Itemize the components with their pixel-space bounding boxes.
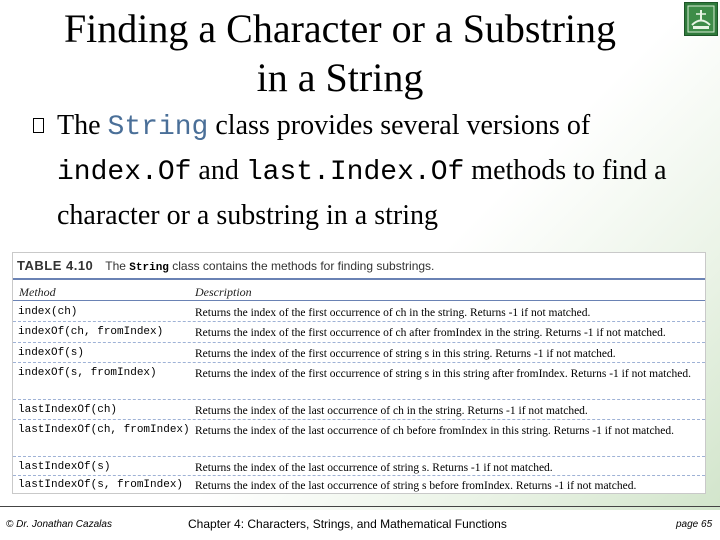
- bullet-text-5: character or a substring in a string: [57, 200, 438, 231]
- table-header-description: Description: [195, 285, 252, 299]
- row-divider: [13, 362, 705, 363]
- slide-title-line-2: in a String: [256, 55, 424, 100]
- table-cell-method: lastIndexOf(s, fromIndex): [18, 479, 184, 491]
- bullet-text-2: class provides several versions of: [208, 110, 591, 141]
- table-cell-description: Returns the index of the last occurrence of string s. Returns -1 if not matched.: [195, 462, 553, 474]
- table-cell-method: index(ch): [18, 306, 78, 318]
- bullet-paragraph: [57, 104, 707, 237]
- row-divider: [13, 342, 705, 343]
- table-cell-method: indexOf(s): [18, 347, 85, 359]
- table-cell-description: Returns the index of the last occurrence of ch before fromIndex in this string. Returns -1 if not matched.: [195, 425, 675, 437]
- row-divider: [13, 475, 705, 476]
- methods-table: [12, 252, 706, 494]
- table-cell-method: lastIndexOf(s): [18, 461, 111, 473]
- code-index-of: index.Of: [57, 157, 192, 188]
- code-last-index-of: last.Index.Of: [245, 157, 465, 188]
- row-divider: [13, 321, 705, 322]
- table-cell-method: indexOf(s, fromIndex): [18, 367, 157, 379]
- table-caption: [17, 258, 434, 274]
- bullet-text-1: The: [57, 110, 108, 141]
- table-top-rule: [13, 278, 705, 280]
- table-cell-description: Returns the index of the last occurrence of ch in the string. Returns -1 if not matched.: [195, 405, 588, 417]
- table-cell-description: Returns the index of the last occurrence of string s before fromIndex. Returns -1 if not matched.: [195, 480, 637, 492]
- table-caption-pre: The: [105, 259, 130, 273]
- row-divider: [13, 399, 705, 400]
- table-caption-code: String: [129, 262, 169, 274]
- table-cell-method: indexOf(ch, fromIndex): [18, 326, 164, 338]
- table-cell-description: Returns the index of the first occurrence of ch in the string. Returns -1 if not matched.: [195, 307, 591, 319]
- square-bullet-icon: [33, 118, 44, 133]
- bullet-text-3: and: [191, 155, 246, 186]
- footer-page-number: page 65: [676, 519, 713, 530]
- table-cell-method: lastIndexOf(ch, fromIndex): [18, 424, 190, 436]
- row-divider: [13, 419, 705, 420]
- code-string-class: String: [107, 112, 209, 143]
- table-cell-description: Returns the index of the first occurrence of ch after fromIndex in the string. Returns -1 if not matched.: [195, 327, 666, 339]
- table-cell-description: Returns the index of the first occurrence of string s in this string. Returns -1 if not matched.: [195, 348, 616, 360]
- footer-author: © Dr. Jonathan Cazalas: [6, 519, 112, 530]
- bullet-text-4: methods to find a: [464, 155, 667, 186]
- university-seal-icon: [684, 2, 718, 36]
- table-header-rule: [13, 300, 705, 301]
- row-divider: [13, 456, 705, 457]
- seal-graphic: [686, 4, 716, 34]
- footer-divider: [0, 506, 720, 507]
- table-caption-post: class contains the methods for finding substrings.: [168, 259, 435, 273]
- table-number: TABLE 4.10: [17, 258, 94, 273]
- table-cell-description: Returns the index of the first occurrence of string s in this string after fromIndex. Returns -1 if not matched.: [195, 368, 691, 380]
- slide-title-line-1: Finding a Character or a Substring: [63, 6, 617, 51]
- slide-title: [40, 4, 640, 102]
- table-header-method: Method: [19, 285, 56, 299]
- table-cell-method: lastIndexOf(ch): [18, 404, 118, 416]
- footer-chapter: Chapter 4: Characters, Strings, and Mathematical Functions: [188, 517, 507, 531]
